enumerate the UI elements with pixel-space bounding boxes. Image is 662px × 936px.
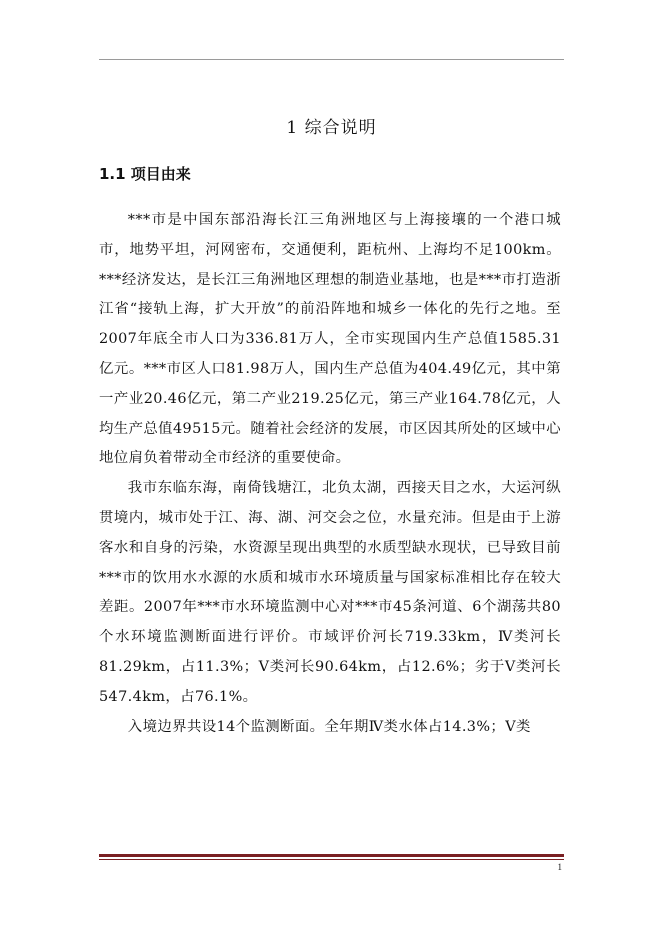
document-body bbox=[99, 206, 561, 742]
footer-rule-thick bbox=[99, 854, 564, 857]
paragraph-boundary-monitoring: 入境边界共设14个监测断面。全年期Ⅳ类水体占14.3%；Ⅴ类 bbox=[127, 718, 531, 735]
paragraph-project-background: ***市是中国东部沿海长江三角洲地区与上海接壤的一个港口城市，地势平坦，河网密布，交通便利，距杭州、上海均不足100km。***经济发达，是长江三角洲地区理想的制造业基地，也是***市打造浙江省“接轨上海，扩大开放”的前沿阵地和城乡一体化的先行之地。至2007年底全市人口为336.81万人，全市实现国内生产总值1585.31亿元。***市区人口81.98万人，国内生产总值为404.49亿元，其中第一产业20.46亿元，第二产业219.25亿元，第三产业164.78亿元，人均生产总值49515元。随着社会经济的发展，市区因其所处的区域中心地位肩负着带动全市经济的重要使命。 bbox=[99, 212, 561, 467]
chapter-title: 1 综合说明 bbox=[286, 118, 377, 138]
section-title: 1.1 项目由来 bbox=[99, 165, 191, 183]
page-number: 1 bbox=[557, 862, 562, 872]
paragraph-water-environment: 我市东临东海，南倚钱塘江，北负太湖，西接天目之水，大运河纵贯境内，城市处于江、海、湖、河交会之位，水量充沛。但是由于上游客水和自身的污染，水资源呈现出典型的水质型缺水现状，已导致目前***市的饮用水水源的水质和城市水环境质量与国家标准相比存在较大差距。2007年***市水环境监测中心对***市45条河道、6个湖荡共80个水环境监测断面进行评价。市域评价河长719.33km，Ⅳ类河长81.29km，占11.3%；Ⅴ类河长90.64km，占12.6%；劣于Ⅴ类河长547.4km，占76.1%。 bbox=[99, 480, 561, 705]
header-rule bbox=[99, 59, 564, 60]
footer-rule-thin bbox=[99, 859, 564, 860]
